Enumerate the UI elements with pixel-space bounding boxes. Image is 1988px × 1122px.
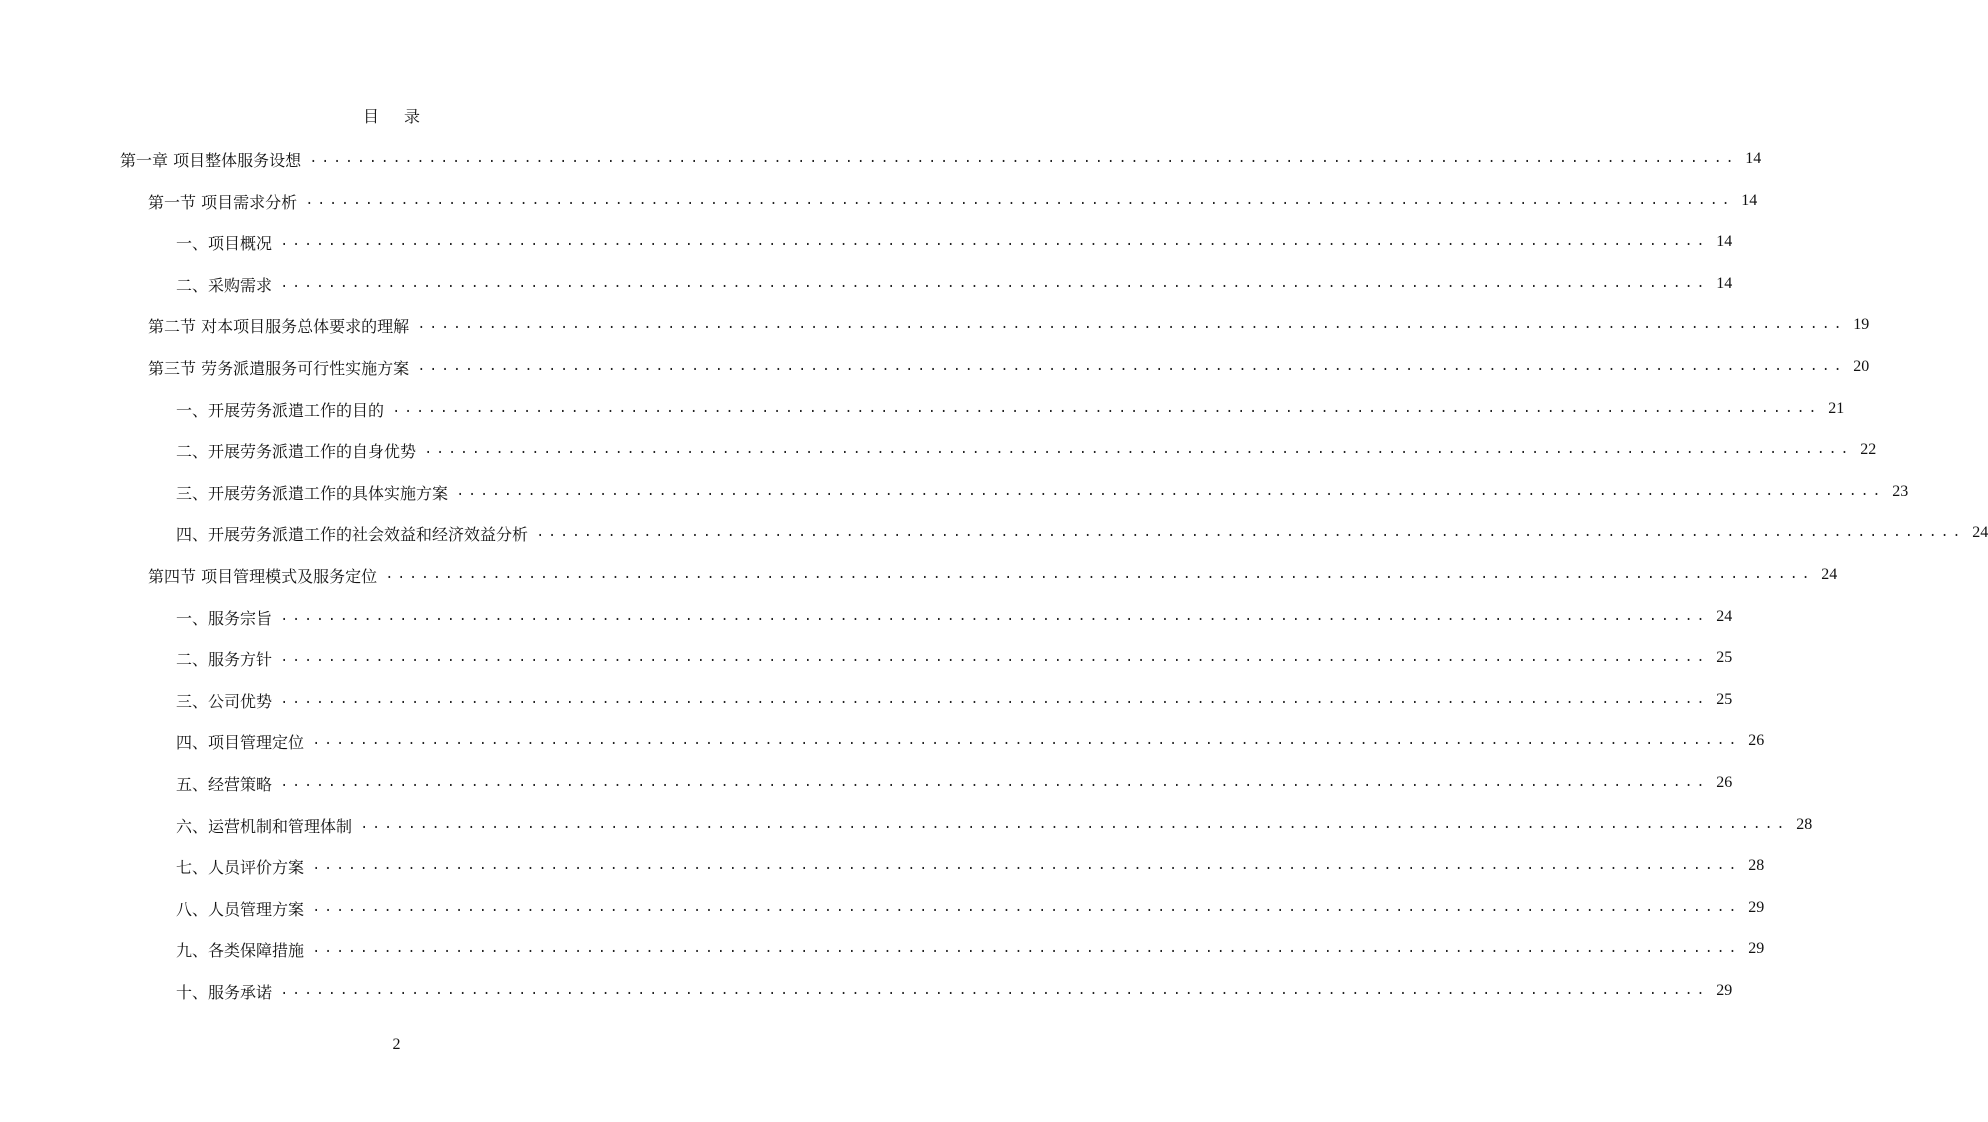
toc-entry[interactable] (176, 897, 1765, 919)
toc-entry-label: 第一章 项目整体服务设想 (120, 150, 302, 170)
toc-entry-label: 第三节 劳务派遣服务可行性实施方案 (148, 358, 410, 378)
toc-entry[interactable] (176, 689, 1733, 711)
toc-entry-page: 24 (1821, 566, 1838, 583)
toc-entry-page: 28 (1748, 857, 1765, 874)
toc-entry-label: 第四节 项目管理模式及服务定位 (148, 566, 378, 586)
toc-entry[interactable] (176, 606, 1733, 628)
toc-entry[interactable] (176, 398, 1845, 420)
toc-leader-dots: ........................................................................................................................ (312, 941, 1741, 957)
toc-entry-label: 八、人员管理方案 (176, 899, 305, 919)
toc-leader-dots: ........................................................................................................................ (312, 733, 1741, 749)
toc-entry-label: 十、服务承诺 (176, 982, 273, 1002)
toc-entry-label: 第二节 对本项目服务总体要求的理解 (148, 316, 410, 336)
page-number: 2 (392, 1036, 401, 1053)
toc-leader-dots: ........................................................................................................................ (417, 359, 1846, 375)
toc-entry[interactable] (176, 481, 1909, 503)
toc-entry-page: 29 (1748, 899, 1765, 916)
toc-entry[interactable] (148, 190, 1758, 212)
toc-entry[interactable] (148, 564, 1838, 586)
toc-leader-dots: ........................................................................................................................ (360, 817, 1789, 833)
toc-entry-page: 24 (1972, 524, 1988, 541)
toc-entry-page: 14 (1741, 192, 1758, 209)
toc-entry[interactable] (176, 522, 1988, 544)
toc-leader-dots: ........................................................................................................................ (280, 775, 1709, 791)
toc-entry[interactable] (176, 730, 1765, 752)
toc-entry[interactable] (176, 980, 1733, 1002)
toc-entry-page: 19 (1853, 316, 1870, 333)
toc-leader-dots: ........................................................................................................................ (312, 858, 1741, 874)
toc-entry-label: 四、开展劳务派遣工作的社会效益和经济效益分析 (176, 524, 529, 544)
toc-entry-label: 九、各类保障措施 (176, 940, 305, 960)
toc-entry-page: 29 (1748, 940, 1765, 957)
toc-entry[interactable] (176, 439, 1877, 461)
toc-entry[interactable] (176, 231, 1733, 253)
toc-entry[interactable] (148, 314, 1870, 336)
toc-entry[interactable] (176, 855, 1765, 877)
toc-leader-dots: ........................................................................................................................ (385, 567, 1814, 583)
toc-leader-dots: ........................................................................................................................ (280, 692, 1709, 708)
toc-entry[interactable] (148, 356, 1870, 378)
toc-leader-dots: ........................................................................................................................ (280, 983, 1709, 999)
toc-entry-label: 第一节 项目需求分析 (148, 192, 298, 212)
toc-entry-page: 26 (1716, 774, 1733, 791)
toc-leader-dots: ........................................................................................................................ (305, 193, 1734, 209)
toc-entry-page: 14 (1745, 150, 1762, 167)
toc-entry[interactable] (176, 647, 1733, 669)
toc-entry-page: 25 (1716, 691, 1733, 708)
toc-entry-label: 三、开展劳务派遣工作的具体实施方案 (176, 483, 449, 503)
toc-entry-page: 20 (1853, 358, 1870, 375)
toc-leader-dots: ........................................................................................................................ (417, 317, 1846, 333)
toc-entry[interactable] (176, 814, 1813, 836)
toc-entry-label: 五、经营策略 (176, 774, 273, 794)
toc-entry-label: 六、运营机制和管理体制 (176, 816, 353, 836)
toc-entry-page: 14 (1716, 275, 1733, 292)
toc-entry-page: 23 (1892, 483, 1909, 500)
toc-leader-dots: ........................................................................................................................ (280, 650, 1709, 666)
toc-entry[interactable] (176, 772, 1733, 794)
toc-title: 目 录 (362, 107, 431, 126)
toc-entry-page: 24 (1716, 608, 1733, 625)
toc-entry-page: 29 (1716, 982, 1733, 999)
toc-leader-dots: ........................................................................................................................ (280, 609, 1709, 625)
toc-leader-dots: ........................................................................................................................ (536, 525, 1965, 541)
toc-leader-dots: ........................................................................................................................ (280, 276, 1709, 292)
toc-entry-page: 26 (1748, 732, 1765, 749)
toc-entry-page: 28 (1796, 816, 1813, 833)
toc-entry-page: 22 (1860, 441, 1877, 458)
toc-entry-label: 七、人员评价方案 (176, 857, 305, 877)
toc-entry-label: 四、项目管理定位 (176, 732, 305, 752)
toc-entry-page: 21 (1828, 400, 1845, 417)
toc-entry-page: 14 (1716, 233, 1733, 250)
toc-entry-page: 25 (1716, 649, 1733, 666)
toc-leader-dots: ........................................................................................................................ (312, 900, 1741, 916)
toc-entry-label: 一、服务宗旨 (176, 608, 273, 628)
toc-entry-label: 二、服务方针 (176, 649, 273, 669)
toc-entry-label: 一、项目概况 (176, 233, 273, 253)
toc-entry[interactable] (176, 273, 1733, 295)
toc-leader-dots: ........................................................................................................................ (280, 234, 1709, 250)
toc-entry[interactable] (120, 148, 1762, 170)
toc-leader-dots: ........................................................................................................................ (456, 484, 1885, 500)
toc-leader-dots: ........................................................................................................................ (309, 151, 1738, 167)
toc-entry[interactable] (176, 938, 1765, 960)
toc-entry-label: 二、开展劳务派遣工作的自身优势 (176, 441, 417, 461)
toc-entry-label: 三、公司优势 (176, 691, 273, 711)
toc-leader-dots: ........................................................................................................................ (392, 401, 1821, 417)
toc-entry-label: 二、采购需求 (176, 275, 273, 295)
toc-entry-label: 一、开展劳务派遣工作的目的 (176, 400, 385, 420)
toc-leader-dots: ........................................................................................................................ (424, 442, 1853, 458)
